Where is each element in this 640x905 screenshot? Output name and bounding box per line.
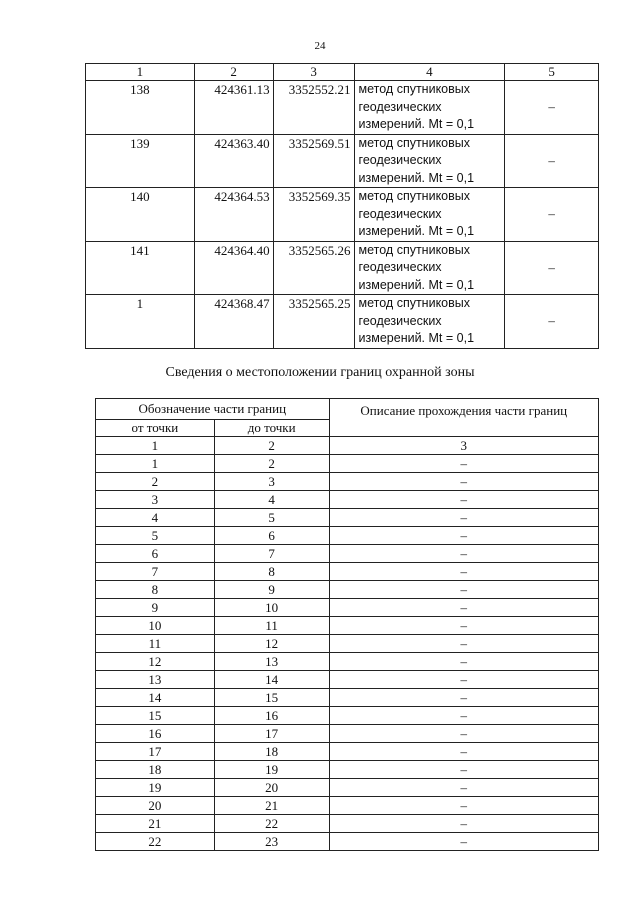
to-point-cell: 14 [214, 671, 329, 689]
table-row [96, 563, 599, 581]
table-row [96, 473, 599, 491]
method-line: метод спутниковых [358, 189, 471, 203]
number-cell: 3 [329, 437, 598, 455]
method-line: измерений. Mt = 0,1 [358, 170, 475, 185]
to-point-cell: 22 [214, 815, 329, 833]
table-row [96, 797, 599, 815]
description-cell: – [329, 779, 598, 797]
table-row [86, 295, 599, 349]
to-point-cell: 4 [214, 491, 329, 509]
description-cell: – [329, 599, 598, 617]
method-line: метод спутниковых [358, 82, 471, 96]
description-cell: – [329, 797, 598, 815]
from-point-cell: 11 [96, 635, 215, 653]
table-row [96, 617, 599, 635]
y-coordinate-cell: 3352565.26 [273, 241, 354, 295]
description-cell: – [329, 473, 598, 491]
description-cell: – [329, 635, 598, 653]
to-point-cell: 10 [214, 599, 329, 617]
method-line: метод спутниковых [358, 296, 471, 310]
method-line: геодезических [358, 206, 442, 221]
method-cell [354, 295, 505, 349]
y-coordinate-cell: 3352565.25 [273, 295, 354, 349]
to-point-cell: 3 [214, 473, 329, 491]
from-point-cell: 10 [96, 617, 215, 635]
from-point-cell: 17 [96, 743, 215, 761]
to-point-cell: 19 [214, 761, 329, 779]
description-cell: – [329, 527, 598, 545]
table-row [86, 81, 599, 135]
point-number-cell: 140 [86, 188, 195, 242]
header-to-cell: до точки [214, 420, 329, 437]
description-cell: – [329, 491, 598, 509]
from-point-cell: 19 [96, 779, 215, 797]
from-point-cell: 1 [96, 455, 215, 473]
from-point-cell: 20 [96, 797, 215, 815]
table-row [96, 725, 599, 743]
method-line: измерений. Mt = 0,1 [358, 331, 475, 345]
header-cell: 1 [86, 64, 195, 81]
zone-boundary-table [95, 398, 599, 851]
method-line: геодезических [358, 260, 442, 274]
description-cell: – [329, 707, 598, 725]
description-cell: – [329, 455, 598, 473]
table-row [96, 761, 599, 779]
point-number-cell: 141 [86, 241, 195, 295]
method-line: измерений. Mt = 0,1 [358, 277, 475, 292]
header-cell: 4 [354, 64, 505, 81]
method-line: геодезических [358, 313, 442, 328]
from-point-cell: 15 [96, 707, 215, 725]
to-point-cell: 12 [214, 635, 329, 653]
table-row [96, 491, 599, 509]
from-point-cell: 9 [96, 599, 215, 617]
table-row [96, 509, 599, 527]
table-row [96, 653, 599, 671]
number-cell: 1 [96, 437, 215, 455]
table-row [96, 545, 599, 563]
table-row [96, 833, 599, 851]
to-point-cell: 7 [214, 545, 329, 563]
method-cell [354, 81, 505, 135]
to-point-cell: 2 [214, 455, 329, 473]
from-point-cell: 6 [96, 545, 215, 563]
to-point-cell: 21 [214, 797, 329, 815]
table-row [96, 779, 599, 797]
table-row [96, 707, 599, 725]
x-coordinate-cell: 424368.47 [194, 295, 273, 349]
to-point-cell: 23 [214, 833, 329, 851]
to-point-cell: 17 [214, 725, 329, 743]
point-number-cell: 1 [86, 295, 195, 349]
y-coordinate-cell: 3352569.51 [273, 134, 354, 188]
method-line: измерений. Mt = 0,1 [358, 224, 475, 238]
note-cell: – [505, 81, 599, 135]
table-row [96, 599, 599, 617]
table-row [86, 134, 599, 188]
from-point-cell: 14 [96, 689, 215, 707]
method-line: метод спутниковых [358, 135, 471, 150]
table-row [96, 815, 599, 833]
from-point-cell: 16 [96, 725, 215, 743]
y-coordinate-cell: 3352552.21 [273, 81, 354, 135]
from-point-cell: 2 [96, 473, 215, 491]
description-cell: – [329, 545, 598, 563]
from-point-cell: 5 [96, 527, 215, 545]
table-row [86, 188, 599, 242]
from-point-cell: 21 [96, 815, 215, 833]
to-point-cell: 8 [214, 563, 329, 581]
x-coordinate-cell: 424364.53 [194, 188, 273, 242]
to-point-cell: 13 [214, 653, 329, 671]
note-cell: – [505, 188, 599, 242]
table-row [96, 671, 599, 689]
to-point-cell: 6 [214, 527, 329, 545]
description-cell: – [329, 653, 598, 671]
number-cell: 2 [214, 437, 329, 455]
point-number-cell: 139 [86, 134, 195, 188]
description-cell: – [329, 761, 598, 779]
method-line: геодезических [358, 99, 442, 114]
description-cell: – [329, 833, 598, 851]
header-cell: 2 [194, 64, 273, 81]
method-line: измерений. Mt = 0,1 [358, 117, 475, 131]
table-row [96, 581, 599, 599]
table-row [86, 241, 599, 295]
description-cell: – [329, 671, 598, 689]
page-number: 24 [314, 40, 326, 52]
from-point-cell: 4 [96, 509, 215, 527]
table-row [96, 743, 599, 761]
table-row [96, 455, 599, 473]
note-cell: – [505, 295, 599, 349]
to-point-cell: 9 [214, 581, 329, 599]
description-cell: – [329, 743, 598, 761]
from-point-cell: 22 [96, 833, 215, 851]
to-point-cell: 18 [214, 743, 329, 761]
table-row [96, 689, 599, 707]
description-cell: – [329, 509, 598, 527]
header-description-cell: Описание прохождения части границ [329, 399, 598, 437]
method-cell [354, 134, 505, 188]
note-cell: – [505, 241, 599, 295]
from-point-cell: 12 [96, 653, 215, 671]
header-cell: 3 [273, 64, 354, 81]
method-cell [354, 241, 505, 295]
description-cell: – [329, 815, 598, 833]
to-point-cell: 20 [214, 779, 329, 797]
description-cell: – [329, 563, 598, 581]
from-point-cell: 7 [96, 563, 215, 581]
header-cell: 5 [505, 64, 599, 81]
to-point-cell: 5 [214, 509, 329, 527]
x-coordinate-cell: 424364.40 [194, 241, 273, 295]
to-point-cell: 15 [214, 689, 329, 707]
description-cell: – [329, 581, 598, 599]
to-point-cell: 11 [214, 617, 329, 635]
x-coordinate-cell: 424361.13 [194, 81, 273, 135]
method-line: геодезических [358, 153, 442, 167]
note-cell: – [505, 134, 599, 188]
description-cell: – [329, 689, 598, 707]
coordinates-header-row [86, 64, 599, 81]
y-coordinate-cell: 3352569.35 [273, 188, 354, 242]
description-cell: – [329, 617, 598, 635]
table-row [96, 635, 599, 653]
to-point-cell: 16 [214, 707, 329, 725]
header-from-cell: от точки [96, 420, 215, 437]
x-coordinate-cell: 424363.40 [194, 134, 273, 188]
from-point-cell: 8 [96, 581, 215, 599]
table-row [96, 527, 599, 545]
coordinates-table [85, 63, 599, 349]
method-line: метод спутниковых [358, 242, 471, 257]
from-point-cell: 3 [96, 491, 215, 509]
section-title: Сведения о местоположении границ охранной зоны [165, 365, 475, 380]
from-point-cell: 13 [96, 671, 215, 689]
from-point-cell: 18 [96, 761, 215, 779]
header-group-cell: Обозначение части границ [96, 399, 330, 420]
description-cell: – [329, 725, 598, 743]
method-cell [354, 188, 505, 242]
point-number-cell: 138 [86, 81, 195, 135]
